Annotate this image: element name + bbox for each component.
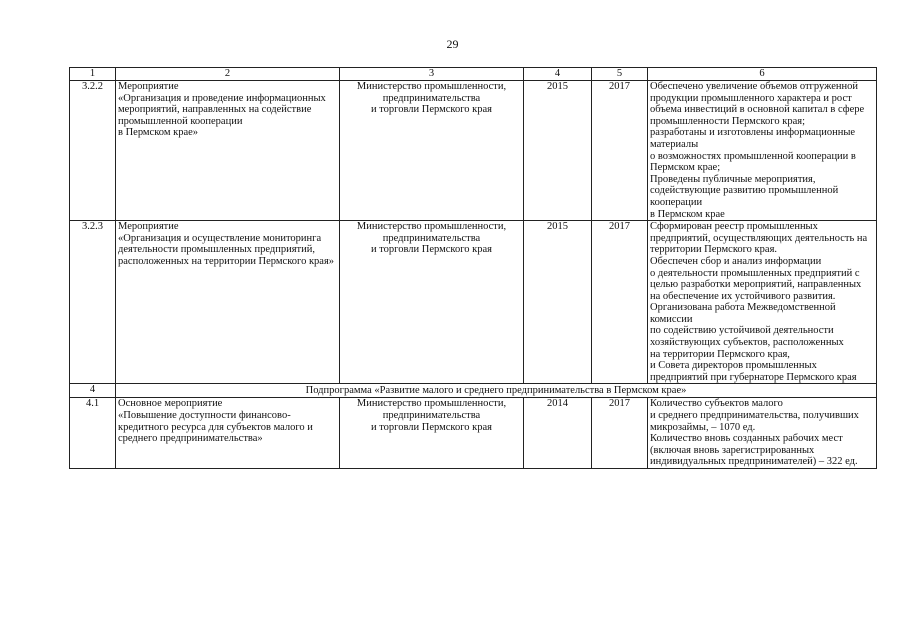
event-name: Основное мероприятие «Повышение доступности финансово-кредитного ресурса для субъектов малого и среднего предпринимательства» bbox=[116, 398, 340, 469]
header-cell: 6 bbox=[648, 68, 877, 81]
row-number: 3.2.3 bbox=[70, 221, 116, 384]
expected-result: Количество субъектов малого и среднего предпринимательства, получивших микрозаймы, – 1070 ед. Количество вновь созданных рабочих мест (включая вновь зарегистрированных индивидуальных предпринимателей) – 322 ед. bbox=[648, 398, 877, 469]
table-row bbox=[70, 81, 877, 221]
table-row bbox=[70, 398, 877, 469]
start-year: 2015 bbox=[524, 221, 592, 384]
header-cell: 2 bbox=[116, 68, 340, 81]
header-cell: 1 bbox=[70, 68, 116, 81]
executor: Министерство промышленности, предпринимательства и торговли Пермского края bbox=[340, 398, 524, 469]
table-row bbox=[70, 221, 877, 384]
end-year: 2017 bbox=[592, 221, 648, 384]
header-cell: 3 bbox=[340, 68, 524, 81]
program-table bbox=[69, 67, 877, 469]
page-number: 29 bbox=[446, 37, 459, 51]
row-number: 4.1 bbox=[70, 398, 116, 469]
subprogram-number: 4 bbox=[70, 384, 116, 398]
header-cell: 5 bbox=[592, 68, 648, 81]
start-year: 2015 bbox=[524, 81, 592, 221]
end-year: 2017 bbox=[592, 81, 648, 221]
executor: Министерство промышленности, предпринимательства и торговли Пермского края bbox=[340, 221, 524, 384]
header-row bbox=[70, 68, 877, 81]
row-number: 3.2.2 bbox=[70, 81, 116, 221]
end-year: 2017 bbox=[592, 398, 648, 469]
executor: Министерство промышленности, предпринимательства и торговли Пермского края bbox=[340, 81, 524, 221]
start-year: 2014 bbox=[524, 398, 592, 469]
header-cell: 4 bbox=[524, 68, 592, 81]
subprogram-title: Подпрограмма «Развитие малого и среднего предпринимательства в Пермском крае» bbox=[116, 384, 877, 398]
expected-result: Сформирован реестр промышленных предприятий, осуществляющих деятельность на территории Пермского края. Обеспечен сбор и анализ информации о деятельности промышленных предприятий с целью разработки мероприятий, направленных на обеспечение их устойчивого развития. Организована работа Межведомственной комиссии по содействию устойчивой деятельности хозяйствующих субъектов, расположенных на территории Пермского края, и Совета директоров промышленных предприятий при губернаторе Пермского края bbox=[648, 221, 877, 384]
subprogram-row bbox=[70, 384, 877, 398]
event-name: Мероприятие «Организация и проведение информационных мероприятий, направленных на содействие промышленной кооперации в Пермском крае» bbox=[116, 81, 340, 221]
event-name: Мероприятие «Организация и осуществление мониторинга деятельности промышленных предприятий, расположенных на территории Пермского края» bbox=[116, 221, 340, 384]
expected-result: Обеспечено увеличение объемов отгруженной продукции промышленного характера и рост объема инвестиций в основной капитал в сфере промышленности Пермского края; разработаны и изготовлены информационные материалы о возможностях промышленной кооперации в Пермском крае; Проведены публичные мероприятия, содействующие развитию промышленной кооперации в Пермском крае bbox=[648, 81, 877, 221]
